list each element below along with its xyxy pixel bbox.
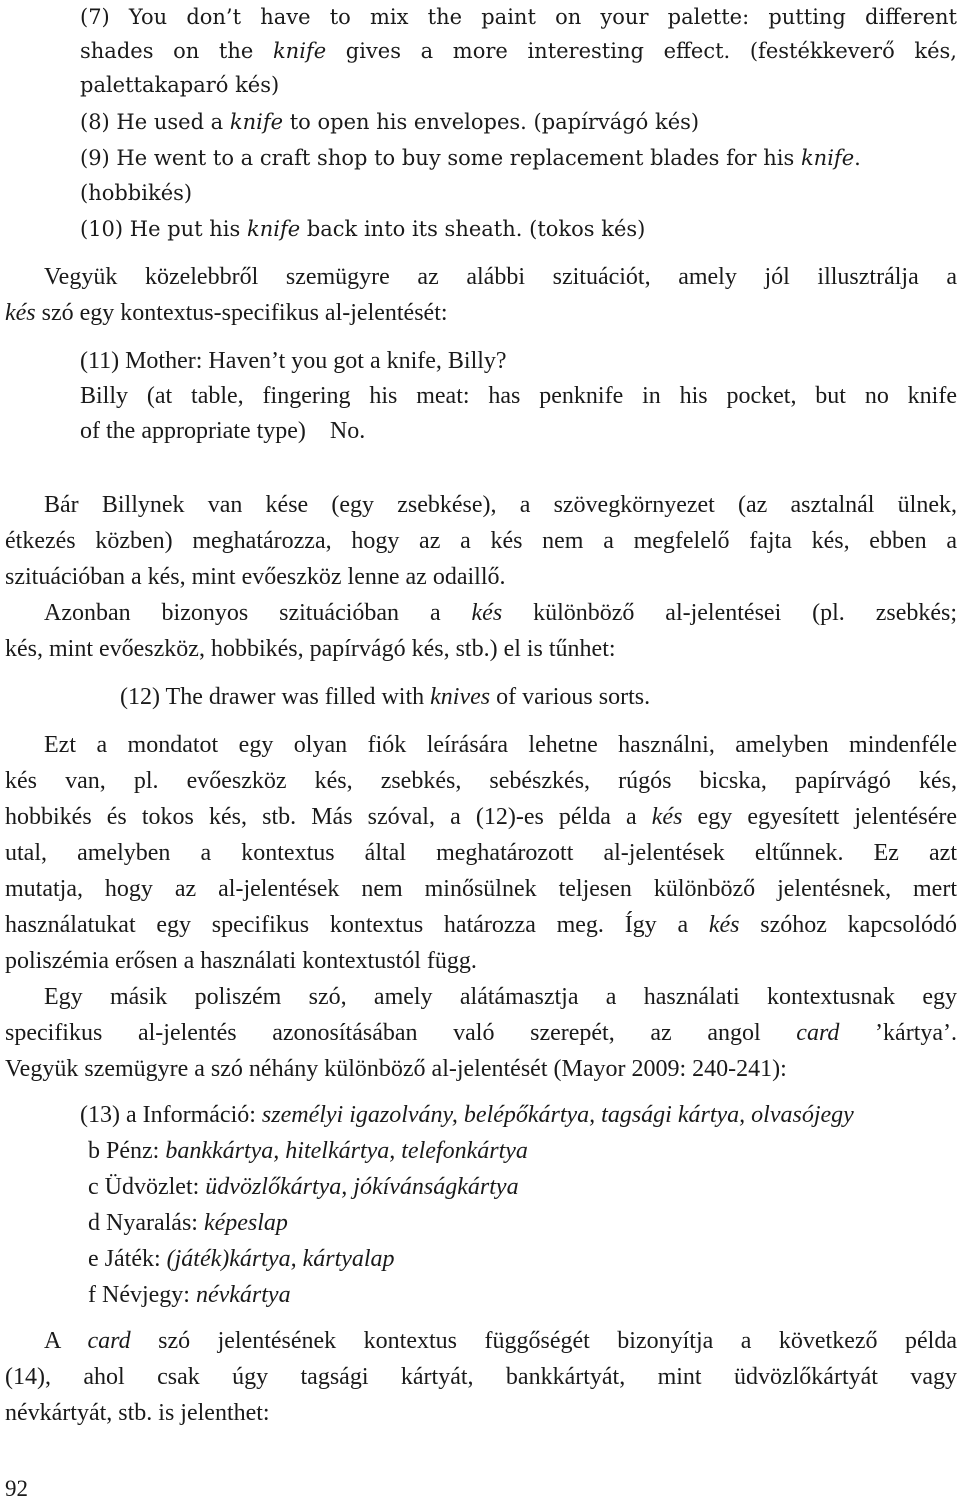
text: hobbikés és tokos kés, stb. Más szóval, a (12)-es példa a — [5, 804, 652, 830]
page-number: 92 — [5, 1476, 28, 1501]
text: (13) a Információ: — [80, 1102, 262, 1128]
italic-term: knife — [272, 39, 327, 63]
paragraph-2-line-2 — [5, 524, 957, 558]
italic-term: knife — [229, 110, 284, 134]
text: e Játék: — [88, 1246, 167, 1272]
text: szó egy kontextus-specifikus al-jelentését: — [35, 300, 448, 326]
paragraph-2-line-4 — [44, 596, 957, 630]
text: c Üdvözlet: — [88, 1174, 206, 1200]
paragraph-3-line-7 — [5, 944, 477, 978]
text: Billy (at table, fingering his meat: has penknife in his pocket, but no knife — [80, 383, 957, 409]
italic-term: kés — [5, 300, 36, 326]
text: mutatja, hogy az al-jelentések nem minősülnek teljesen különböző jelentésnek, mert — [5, 876, 957, 902]
paragraph-1-line-1 — [44, 260, 957, 294]
text: (12) The drawer was filled with — [120, 684, 431, 710]
example-7-line-3 — [80, 68, 279, 102]
text: (9) He went to a craft shop to buy some replacement blades for his — [80, 146, 801, 170]
paragraph-5-line-1 — [44, 1324, 957, 1358]
italic-term: bankkártya, hitelkártya, telefonkártya — [165, 1138, 528, 1164]
example-12 — [120, 680, 650, 714]
text: Azonban bizonyos szituációban a — [44, 600, 472, 626]
paragraph-4-line-3 — [5, 1052, 787, 1086]
text: (11) Mother: Haven’t you got a knife, Billy? — [80, 348, 507, 374]
text: ’kártya’. — [839, 1020, 958, 1046]
italic-term: card — [87, 1328, 131, 1354]
text: palettakaparó kés) — [80, 73, 280, 97]
text: kés van, pl. evőeszköz kés, zsebkés, sebészkés, rúgós bicska, papírvágó kés, — [5, 768, 957, 794]
example-9-line-1 — [80, 141, 861, 175]
paragraph-2-line-5 — [5, 632, 616, 666]
example-11-line-2 — [80, 379, 957, 413]
text: (hobbikés) — [80, 181, 193, 205]
text: szó jelentésének kontextus függőségét bizonyítja a következő példa — [130, 1328, 957, 1354]
text: szituációban a kés, mint evőeszköz lenne az odaillő. — [5, 564, 506, 590]
paragraph-3-line-2 — [5, 764, 957, 798]
paragraph-4-line-1 — [44, 980, 957, 1014]
example-13-a — [80, 1098, 854, 1132]
text: Vegyük szemügyre a szó néhány különböző al-jelentését (Mayor 2009: 240-241): — [5, 1056, 787, 1082]
italic-term: knife — [246, 217, 301, 241]
paragraph-5-line-3 — [5, 1396, 270, 1430]
text: poliszémia erősen a használati kontextustól függ. — [5, 948, 477, 974]
text: f Névjegy: — [88, 1282, 196, 1308]
italic-term: képeslap — [203, 1210, 288, 1236]
text: névkártyát, stb. is jelenthet: — [5, 1400, 270, 1426]
text: utal, amelyben a kontextus által meghatározott al-jelentések eltűnnek. Ez azt — [5, 840, 957, 866]
text: Ezt a mondatot egy olyan fiók leírására lehetne használni, amelyben mindenféle — [44, 732, 957, 758]
example-11-line-3 — [80, 414, 365, 448]
paragraph-3-line-5 — [5, 872, 957, 906]
example-13-e — [88, 1242, 395, 1276]
example-13-f — [88, 1278, 291, 1312]
paragraph-1-line-2 — [5, 296, 448, 330]
italic-term: kés — [708, 912, 740, 938]
text: . — [854, 146, 861, 170]
text: Egy másik poliszém szó, amely alátámasztja a használati kontextusnak egy — [44, 984, 957, 1010]
text: shades on the — [80, 39, 273, 63]
example-13-d — [88, 1206, 288, 1240]
example-8 — [80, 105, 699, 139]
italic-term: kés — [471, 600, 503, 626]
paragraph-4-line-2 — [5, 1016, 957, 1050]
text: to open his envelopes. (papírvágó kés) — [283, 110, 700, 134]
text: Bár Billynek van kése (egy zsebkése), a szövegkörnyezet (az asztalnál ülnek, — [44, 492, 957, 518]
example-9-line-2 — [80, 176, 192, 210]
italic-term: knife — [800, 146, 855, 170]
example-13-c — [88, 1170, 519, 1204]
text: egy egyesített jelentésére — [682, 804, 957, 830]
paragraph-3-line-6 — [5, 908, 957, 942]
text: b Pénz: — [88, 1138, 166, 1164]
text: használatukat egy specifikus kontextus határozza meg. Így a — [5, 912, 709, 938]
text: kés, mint evőeszköz, hobbikés, papírvágó kés, stb.) el is tűnhet: — [5, 636, 616, 662]
text: szóhoz kapcsolódó — [739, 912, 957, 938]
text: specifikus al-jelentés azonosításában való szerepét, az angol — [5, 1020, 797, 1046]
italic-term: személyi igazolvány, belépőkártya, tagsági kártya, olvasójegy — [261, 1102, 854, 1128]
paragraph-2-line-1 — [44, 488, 957, 522]
text: különböző al-jelentései (pl. zsebkés; — [502, 600, 957, 626]
paragraph-3-line-1 — [44, 728, 957, 762]
text: of the appropriate type) No. — [80, 418, 366, 444]
paragraph-3-line-3 — [5, 800, 957, 834]
text: back into its sheath. (tokos kés) — [300, 217, 646, 241]
text: (14), ahol csak úgy tagsági kártyát, bankkártyát, mint üdvözlőkártyát vagy — [5, 1364, 957, 1390]
italic-term: üdvözlőkártya, jókívánságkártya — [205, 1174, 519, 1200]
italic-term: kés — [651, 804, 683, 830]
paragraph-2-line-3 — [5, 560, 505, 594]
example-7-line-2 — [80, 34, 957, 68]
paragraph-5-line-2 — [5, 1360, 957, 1394]
text: étkezés közben) meghatározza, hogy az a kés nem a megfelelő fajta kés, ebben a — [5, 528, 957, 554]
example-11-line-1 — [80, 344, 507, 378]
paragraph-3-line-4 — [5, 836, 957, 870]
italic-term: (játék)kártya, kártyalap — [166, 1246, 395, 1272]
example-10 — [80, 212, 645, 246]
italic-term: névkártya — [195, 1282, 291, 1308]
text: gives a more interesting effect. (festékkeverő kés, — [326, 39, 957, 63]
text: Vegyük közelebbről szemügyre az alábbi szituációt, amely jól illusztrálja a — [44, 264, 957, 290]
text: (10) He put his — [80, 217, 247, 241]
text: d Nyaralás: — [88, 1210, 204, 1236]
example-7-line-1 — [80, 0, 957, 34]
text: of various sorts. — [490, 684, 651, 710]
example-13-b — [88, 1134, 528, 1168]
text: A — [44, 1328, 88, 1354]
italic-term: card — [796, 1020, 840, 1046]
italic-term: knives — [430, 684, 491, 710]
text: (7) You don’t have to mix the paint on your palette: putting different — [80, 5, 957, 29]
text: (8) He used a — [80, 110, 230, 134]
